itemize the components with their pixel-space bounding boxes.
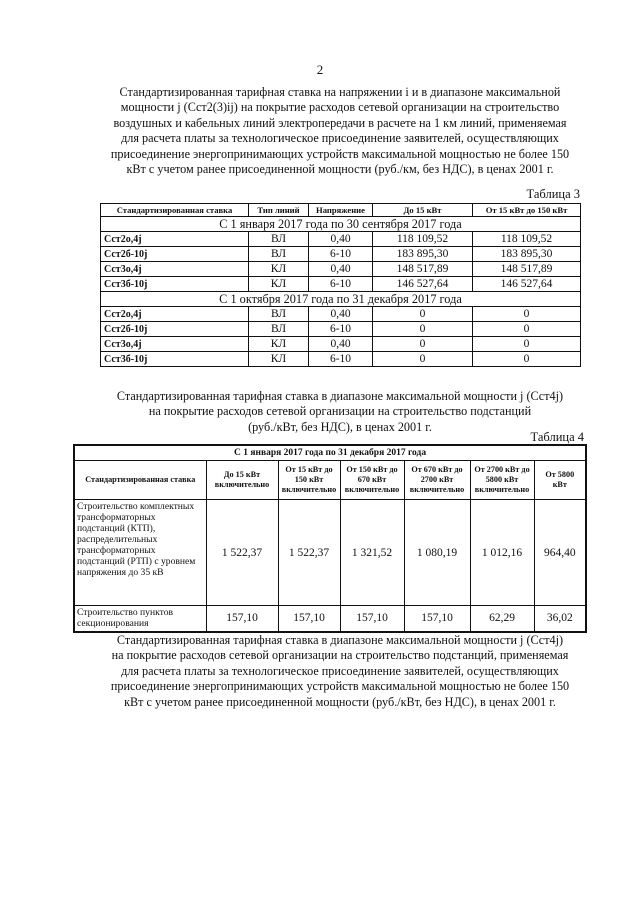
text-line: присоединение энергопринимающих устройств максимальной мощностью не более 150 bbox=[110, 679, 570, 694]
value-15-150: 146 527,64 bbox=[473, 277, 581, 292]
table4-period: С 1 января 2017 года по 31 декабря 2017 года bbox=[74, 445, 586, 461]
rate-value: 157,10 bbox=[404, 606, 470, 632]
voltage: 6-10 bbox=[309, 277, 373, 292]
voltage: 0,40 bbox=[309, 307, 373, 322]
rate-code: Сст2о,4j bbox=[101, 232, 249, 247]
line-type: КЛ bbox=[249, 277, 309, 292]
line-type: КЛ bbox=[249, 337, 309, 352]
value-up-to-15: 0 bbox=[373, 337, 473, 352]
table4-header: До 15 кВт включительно bbox=[206, 461, 278, 500]
line-type: КЛ bbox=[249, 352, 309, 367]
text-line: для расчета платы за технологическое присоединение заявителей, осуществляющих bbox=[121, 131, 559, 146]
rate-name: Строительство комплектных трансформаторных подстанций (КТП), распределительных трансформаторных подстанций (РТП) с уровнем напряжения до 35 кВ bbox=[74, 500, 206, 606]
value-up-to-15: 148 517,89 bbox=[373, 262, 473, 277]
text-line: на покрытие расходов сетевой организации на строительство подстанций bbox=[148, 404, 532, 419]
table4 bbox=[73, 444, 587, 633]
table-row bbox=[74, 500, 586, 606]
table4-header: От 670 кВт до 2700 кВт включительно bbox=[404, 461, 470, 500]
voltage: 6-10 bbox=[309, 322, 373, 337]
table4-header: От 2700 кВт до 5800 кВт включительно bbox=[470, 461, 534, 500]
text-line: Стандартизированная тарифная ставка на напряжении i и в диапазоне максимальной bbox=[119, 85, 561, 99]
value-up-to-15: 0 bbox=[373, 322, 473, 337]
table4-caption: Таблица 4 bbox=[530, 430, 584, 444]
table3-caption: Таблица 3 bbox=[526, 187, 580, 201]
text-line: мощности j (Сст2(3)ij) на покрытие расходов сетевой организации на строительство bbox=[120, 100, 560, 115]
line-type: КЛ bbox=[249, 262, 309, 277]
table3 bbox=[100, 203, 581, 367]
table-row bbox=[101, 322, 581, 337]
value-15-150: 0 bbox=[473, 322, 581, 337]
rate-value: 157,10 bbox=[206, 606, 278, 632]
line-type: ВЛ bbox=[249, 232, 309, 247]
rate-value: 157,10 bbox=[340, 606, 404, 632]
table4-header: От 150 кВт до 670 кВт включительно bbox=[340, 461, 404, 500]
line-type: ВЛ bbox=[249, 322, 309, 337]
table-row bbox=[101, 307, 581, 322]
rate-value: 62,29 bbox=[470, 606, 534, 632]
text-line: присоединение энергопринимающих устройств максимальной мощностью не более 150 bbox=[110, 146, 570, 161]
line-type: ВЛ bbox=[249, 307, 309, 322]
table-row bbox=[101, 352, 581, 367]
table-row bbox=[101, 277, 581, 292]
rate-code: Сст3б-10j bbox=[101, 352, 249, 367]
table4-period-row bbox=[74, 445, 586, 461]
voltage: 6-10 bbox=[309, 247, 373, 262]
page-number: 2 bbox=[316, 62, 324, 77]
voltage: 0,40 bbox=[309, 262, 373, 277]
table4-header-row bbox=[74, 461, 586, 500]
table4-header: Стандартизированная ставка bbox=[74, 461, 206, 500]
value-up-to-15: 146 527,64 bbox=[373, 277, 473, 292]
value-15-150: 118 109,52 bbox=[473, 232, 581, 247]
rate-value: 964,40 bbox=[534, 500, 586, 606]
text-line: для расчета платы за технологическое присоединение заявителей, осуществляющих bbox=[121, 663, 559, 678]
text-line: Стандартизированная тарифная ставка в диапазоне максимальной мощности j (Сст4j) bbox=[116, 389, 564, 403]
table4-header: От 5800 кВт bbox=[534, 461, 586, 500]
rate-code: Сст3о,4j bbox=[101, 262, 249, 277]
rate-code: Сст3б-10j bbox=[101, 277, 249, 292]
voltage: 0,40 bbox=[309, 232, 373, 247]
rate-code: Сст2б-10j bbox=[101, 322, 249, 337]
rate-code: Сст2б-10j bbox=[101, 247, 249, 262]
rate-code: Сст2о,4j bbox=[101, 307, 249, 322]
table3-period: С 1 января 2017 года по 30 сентября 2017 года bbox=[101, 217, 581, 232]
text-line: (руб./кВт, без НДС), в ценах 2001 г. bbox=[248, 419, 432, 434]
value-15-150: 183 895,30 bbox=[473, 247, 581, 262]
table3-header: Тип линий bbox=[249, 204, 309, 217]
value-up-to-15: 0 bbox=[373, 352, 473, 367]
rate-value: 1 321,52 bbox=[340, 500, 404, 606]
rate-code: Сст3о,4j bbox=[101, 337, 249, 352]
table-row bbox=[101, 232, 581, 247]
value-up-to-15: 118 109,52 bbox=[373, 232, 473, 247]
text-line: на покрытие расходов сетевой организации на строительство подстанций, применяемая bbox=[111, 648, 569, 663]
table3-header: До 15 кВт bbox=[373, 204, 473, 217]
rate-value: 1 012,16 bbox=[470, 500, 534, 606]
rate-value: 1 522,37 bbox=[278, 500, 340, 606]
value-15-150: 0 bbox=[473, 337, 581, 352]
table-row bbox=[101, 337, 581, 352]
table3-header-row bbox=[101, 204, 581, 217]
line-type: ВЛ bbox=[249, 247, 309, 262]
rate-value: 157,10 bbox=[278, 606, 340, 632]
text-line: кВт с учетом ранее присоединенной мощности (руб./км, без НДС), в ценах 2001 г. bbox=[126, 162, 554, 177]
table-row bbox=[74, 606, 586, 632]
paragraph-final bbox=[100, 633, 580, 710]
table-row bbox=[101, 262, 581, 277]
voltage: 0,40 bbox=[309, 337, 373, 352]
rate-name: Строительство пунктов секционирования bbox=[74, 606, 206, 632]
paragraph-table3-intro bbox=[100, 85, 580, 177]
paragraph-table4-intro bbox=[100, 389, 580, 435]
table-row bbox=[101, 247, 581, 262]
table3-header: Стандартизированная ставка bbox=[101, 204, 249, 217]
value-15-150: 0 bbox=[473, 307, 581, 322]
value-15-150: 148 517,89 bbox=[473, 262, 581, 277]
table3-header: Напряжение bbox=[309, 204, 373, 217]
table3-header: От 15 кВт до 150 кВт bbox=[473, 204, 581, 217]
value-up-to-15: 0 bbox=[373, 307, 473, 322]
table3-period-row bbox=[101, 217, 581, 232]
text-line: воздушных и кабельных линий электропередачи в расчете на 1 км линий, применяемая bbox=[113, 115, 567, 130]
voltage: 6-10 bbox=[309, 352, 373, 367]
rate-value: 1 080,19 bbox=[404, 500, 470, 606]
rate-value: 1 522,37 bbox=[206, 500, 278, 606]
table4-header: От 15 кВт до 150 кВт включительно bbox=[278, 461, 340, 500]
text-line: Стандартизированная тарифная ставка в диапазоне максимальной мощности j (Сст4j) bbox=[116, 633, 564, 647]
text-line: кВт с учетом ранее присоединенной мощности (руб./кВт, без НДС), в ценах 2001 г. bbox=[124, 694, 556, 709]
table3-period: С 1 октября 2017 года по 31 декабря 2017 года bbox=[101, 292, 581, 307]
table3-period-row bbox=[101, 292, 581, 307]
rate-value: 36,02 bbox=[534, 606, 586, 632]
value-15-150: 0 bbox=[473, 352, 581, 367]
value-up-to-15: 183 895,30 bbox=[373, 247, 473, 262]
